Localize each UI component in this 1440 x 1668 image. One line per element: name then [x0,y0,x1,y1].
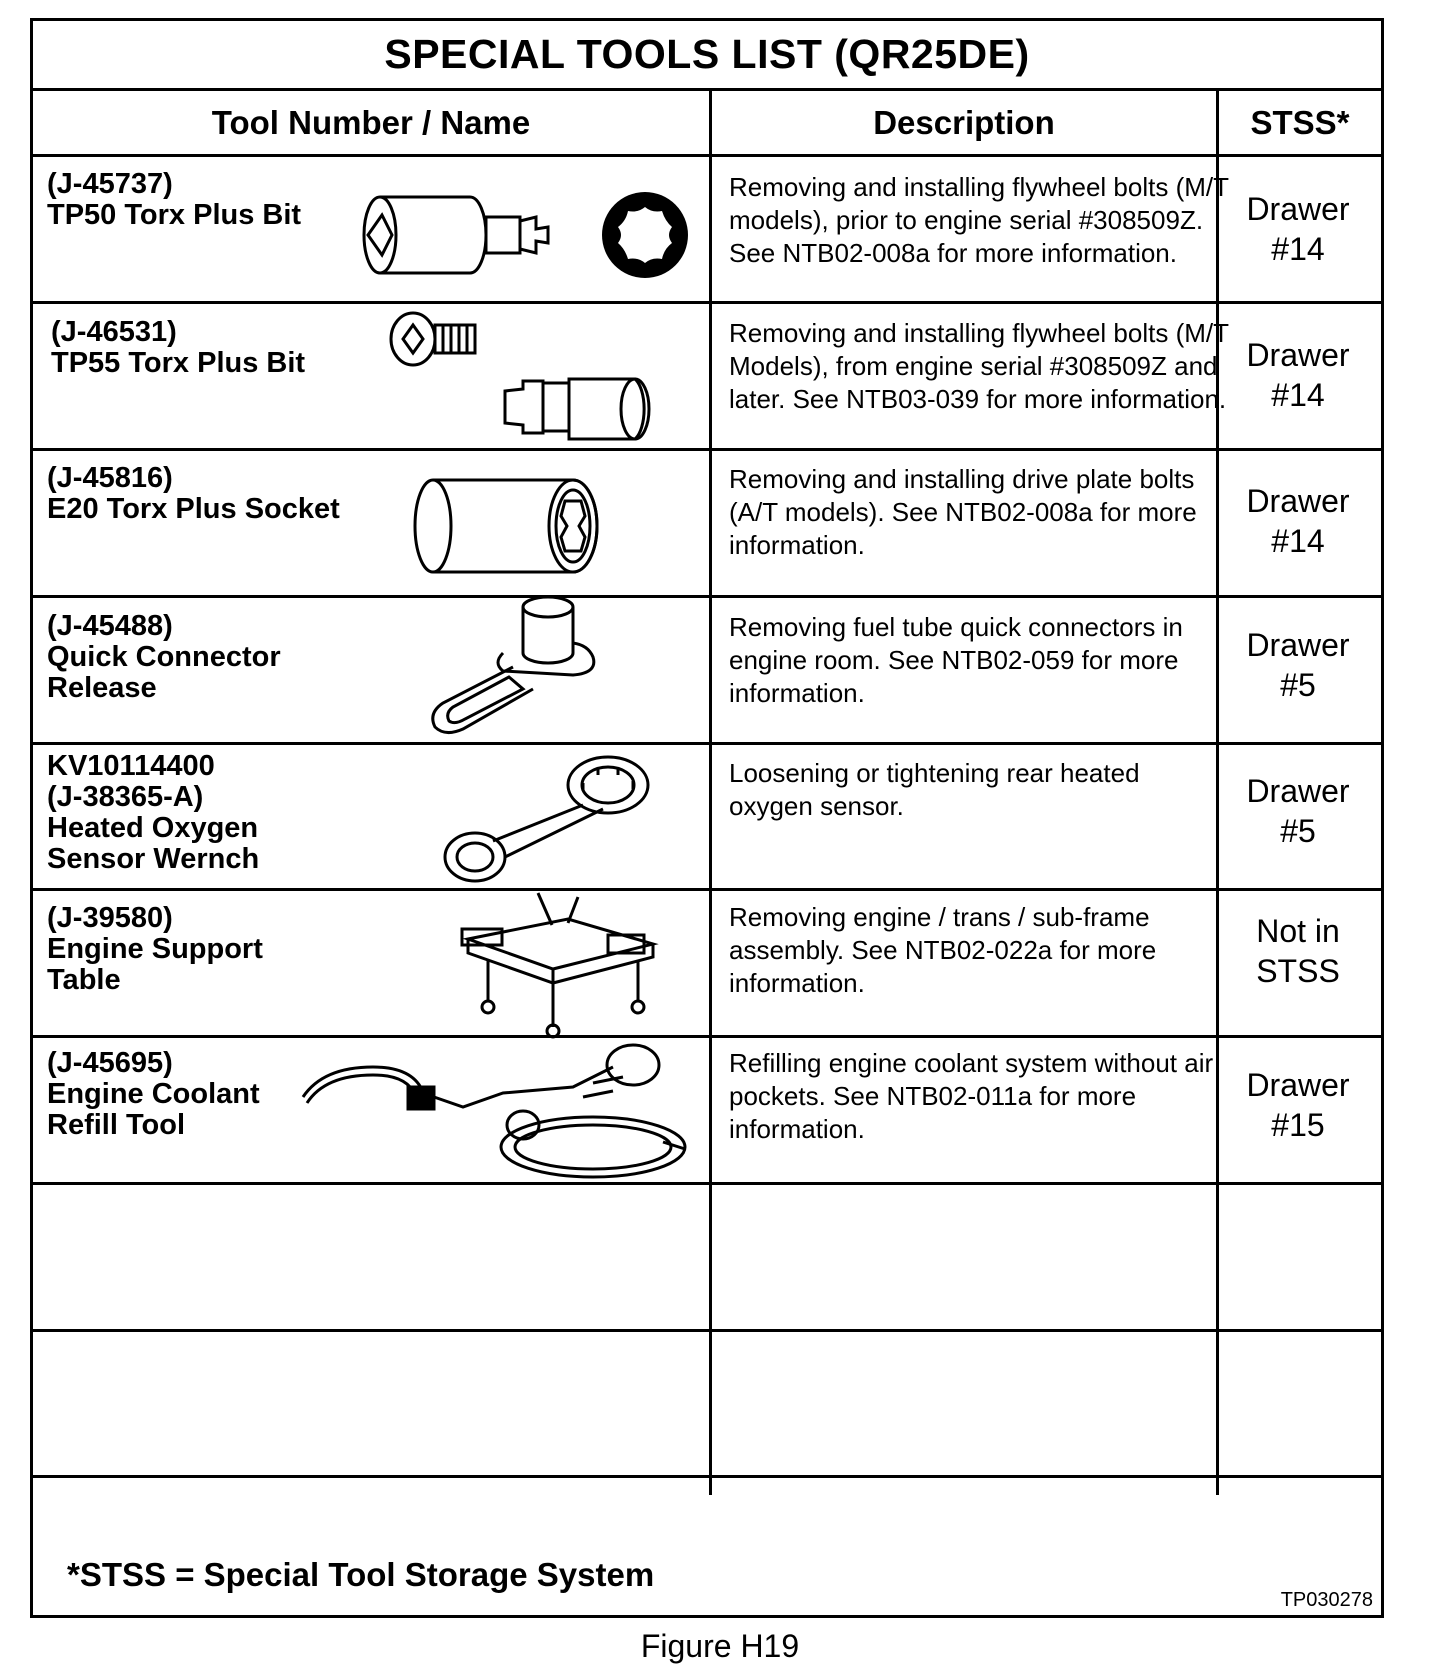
figure-caption: Figure H19 [640,1628,800,1664]
stss-location [1219,1065,1377,1145]
stss-location [1219,189,1377,269]
torx-socket-icon [393,461,633,591]
footnote: *STSS = Special Tool Storage System [67,1556,655,1593]
torx-plus-bit-icon [358,173,688,293]
header-tool: Tool Number / Name [211,103,531,141]
tool-label: (J-38365-A) [47,781,204,813]
header-stss: STSS* [1250,103,1350,141]
stss-line: #14 [1271,523,1325,559]
tool-name [47,903,263,996]
stss-location [1219,481,1377,561]
tool-description: Removing and installing flywheel bolts (M/T Models), from engine serial #308509Z and later. See NTB03-039 for more information. [729,318,1229,414]
tool-label: TP55 Torx Plus Bit [51,347,306,379]
tool-name [47,751,259,875]
stss-location [1219,771,1377,851]
engine-support-table-icon [448,889,678,1039]
stss-line: #5 [1280,667,1316,703]
stss-line: Drawer [1246,627,1350,663]
tool-description: Removing and installing flywheel bolts (M/T models), prior to engine serial #308509Z. See NTB02-008a for more information. [729,172,1229,268]
stss-location [1219,911,1377,991]
tool-number: (J-45488) [47,610,173,642]
tool-label: TP50 Torx Plus Bit [47,199,302,231]
tool-number: (J-45816) [47,462,173,494]
tool-description: Refilling engine coolant system without air pockets. See NTB02-011a for more information. [729,1048,1214,1144]
tool-name [47,1048,260,1141]
tool-number: KV10114400 [47,750,215,782]
stss-line: Drawer [1246,337,1350,373]
tool-label: Heated Oxygen [47,812,259,844]
tool-number: (J-45695) [47,1047,173,1079]
torx-plus-bit-icon [373,307,693,447]
tool-label: Quick Connector [47,641,281,673]
tool-label: Table [47,964,121,996]
tool-number: (J-46531) [51,316,177,348]
table-title: SPECIAL TOOLS LIST (QR25DE) [384,31,1030,77]
divider [33,742,1381,745]
quick-connector-release-icon [423,593,643,743]
divider [33,154,1381,157]
stss-location [1219,335,1377,415]
divider [33,448,1381,451]
stss-location [1219,625,1377,705]
tool-name [51,317,305,379]
divider [33,888,1381,891]
tool-name [47,463,340,525]
stss-line: Drawer [1246,191,1350,227]
stss-line: #14 [1271,377,1325,413]
tool-name [47,169,301,231]
tool-label: Engine Coolant [47,1078,260,1110]
divider [33,301,1381,304]
tool-label: Engine Support [47,933,263,965]
stss-line: #14 [1271,231,1325,267]
tool-label: Refill Tool [47,1109,186,1141]
stss-line: STSS [1256,953,1340,989]
divider [33,1182,1381,1185]
tool-label: Release [47,672,157,704]
tool-number: (J-45737) [47,168,173,200]
divider [33,1475,1381,1478]
tool-label: Sensor Wernch [47,843,260,875]
header-description: Description [873,103,1055,141]
tool-label: E20 Torx Plus Socket [47,493,340,525]
coolant-refill-tool-icon [293,1037,693,1182]
tool-description: Removing fuel tube quick connectors in engine room. See NTB02-059 for more information. [729,612,1183,708]
tool-description: Removing and installing drive plate bolts (A/T models). See NTB02-008a for more information. [729,464,1197,560]
tool-description: Removing engine / trans / sub-frame assembly. See NTB02-022a for more information. [729,902,1157,998]
stss-line: Drawer [1246,483,1350,519]
special-tools-table [30,18,1384,1618]
document-code: TP030278 [1280,1589,1373,1611]
tool-description: Loosening or tightening rear heated oxygen sensor. [729,758,1140,821]
stss-line: #15 [1271,1107,1325,1143]
oxygen-sensor-wrench-icon [433,743,673,893]
divider [33,1035,1381,1038]
column-divider [709,88,712,1495]
tool-number: (J-39580) [47,902,173,934]
stss-line: Not in [1256,913,1340,949]
divider [33,1329,1381,1332]
divider [33,595,1381,598]
stss-line: Drawer [1246,1067,1350,1103]
stss-line: Drawer [1246,773,1350,809]
stss-line: #5 [1280,813,1316,849]
tool-name [47,611,281,704]
